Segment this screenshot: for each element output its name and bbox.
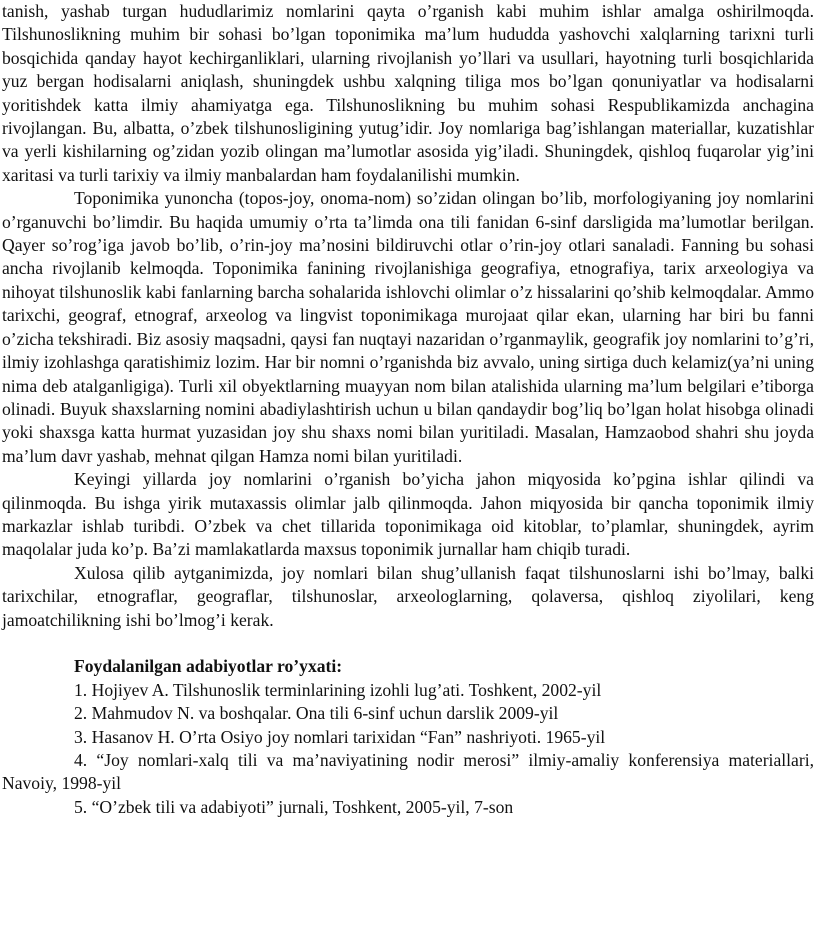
paragraph-continuation: tanish, yashab turgan hududlarimiz nomlarini qayta o’rganish kabi muhim ishlar amalga oshirilmoqda. Tilshunoslikning muhim bir sohasi bo’lgan toponimika ma’lum hududda yashovchi xalqlarning tarixni turli bosqichida qanday hayot kechirganliklari, ularning rivojlanish yo’llari va usullari, hayotning turli bosqichlarida yuz bergan hodisalarni aniqlash, shuningdek ushbu xalqning tiliga mos bo’lgan qonuniyatlar va hodisalarni yoritishdek katta ilmiy ahamiyatga ega. Tilshunoslikning bu muhim sohasi Respublikamizda anchagina rivojlangan. Bu, albatta, o’zbek tilshunosligining yutug’idir. Joy nomlariga bag’ishlangan materiallar, kuzatishlar va yerli kishilarning og’zidan yozib olingan ma’lumotlar asosida yig’iladi. Shuningdek, qishloq fuqarolar yig’ini xaritasi va turli tarixiy va ilmiy manbalardan ham foydalanilishi mumkin. [2,1,814,185]
reference-item [2,702,814,725]
paragraph-keyingi-yillarda: Keyingi yillarda joy nomlarini o’rganish bo’yicha jahon miqyosida ko’pgina ishlar qilindi va qilinmoqda. Bu ishga yirik mutaxassis olimlar jalb qilinmoqda. Jahon miqyosida bir qancha toponimik ilmiy markazlar ishlab turibdi. O’zbek va chet tillarida toponimikaga oid kitoblar, to’plamlar, shuningdek, ayrim maqolalar juda ko’p. Ba’zi mamlakatlarda maxsus toponimik jurnallar ham chiqib turadi. [2,469,814,560]
reference-text: Mahmudov N. va boshqalar. Ona tili 6-sinf uchun darslik 2009-yil [91,703,559,724]
reference-item [2,679,814,702]
reference-item [2,749,814,796]
paragraph-xulosa: Xulosa qilib aytganimizda, joy nomlari bilan shug’ullanish faqat tilshunoslarni ishi bo’lmay, balki tarixchilar, etnograflar, geograflar, tilshunoslar, arxeologlarning, qolaversa, qishloq ziyolilari, keng jamoatchilikning ishi bo’lmog’i kerak. [2,562,814,630]
reference-number: 3. [74,726,88,747]
reference-text: Hasanov H. O’rta Osiyo joy nomlari tarixidan “Fan” nashriyoti. 1965-yil [91,726,606,747]
reference-number: 1. [74,679,88,700]
reference-item [2,796,814,819]
reference-number: 5. [74,796,88,817]
paragraph-toponimika: Toponimika yunoncha (topos-joy, onoma-nom) so’zidan olingan bo’lib, morfologiyaning joy nomlarini o’rganuvchi bo’limdir. Bu haqida umumiy o’rta ta’limda ona tili fanidan 6-sinf darsligida ma’lumotlar berilgan. Qayer so’rog’iga javob bo’lib, o’rin-joy ma’nosini bildiruvchi otlar o’rin-joy otlari sanaladi. Fanning bu sohasi ancha rivojlanib kelmoqda. Toponimika fanining rivojlanishiga geografiya, etnografiya, tarix arxeologiya va nihoyat tilshunoslik kabi fanlarning barcha sohalarida ishlovchi olimlar o’z hissalarini qo’shib kelmoqdalar. Ammo tarixchi, geograf, etnograf, arxeolog va lingvist toponimikaga murojaat qilar ekan, ularning har biri bu fanni o’zicha tekshiradi. Biz asosiy maqsadni, qaysi fan nuqtayi nazaridan o’rganmaylik, geografik joy nomlarini to’g’ri, ilmiy izohlashga qaratishimiz lozim. Har bir nomni o’rganishda biz avvalo, uning sirtiga duch kelamiz(ya’ni uning nima deb atalganligiga). Turli xil obyektlarning muayyan nom bilan atalishida ularning ma’lum belgilari e’tiborga olinadi. Buyuk shaxslarning nomini abadiylashtirish uchun u bilan qandaydir bog’liq bo’lgan holat hisobga olinadi yoki shaxsga katta hurmat yuzasidan joy shu shaxs nomi bilan yuritiladi. Masalan, Hamzaobod shahri shu joyda ma’lum davr yashab, mehnat qilgan Hamza nomi bilan yuritiladi. [2,188,814,466]
section-spacer [2,632,814,655]
reference-text: “O’zbek tili va adabiyoti” jurnali, Toshkent, 2005-yil, 7-son [91,796,514,817]
reference-number: 4. [74,749,88,770]
reference-number: 2. [74,703,88,724]
reference-text: Hojiyev A. Tilshunoslik terminlarining izohli lug’ati. Toshkent, 2002-yil [91,679,602,700]
references-title: Foydalanilgan adabiyotlar ro’yxati: [74,656,343,677]
references-list [2,679,814,819]
reference-item [2,726,814,749]
reference-text: “Joy nomlari-xalq tili va ma’naviyatining nodir merosi” ilmiy-amaliy konferensiya materiallari, Navoiy, 1998-yil [2,749,814,794]
